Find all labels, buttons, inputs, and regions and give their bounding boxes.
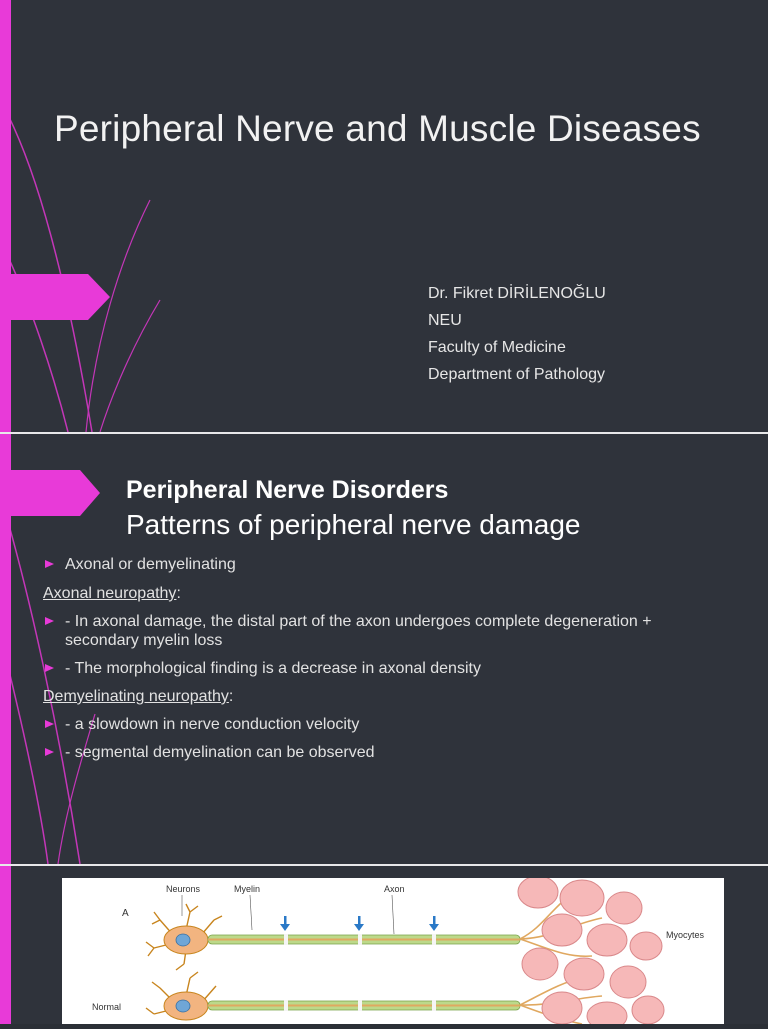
accent-arrow bbox=[0, 470, 110, 516]
demyelinating-heading: Demyelinating neuropathy: bbox=[43, 688, 234, 705]
list-item: - The morphological finding is a decrease in axonal density bbox=[43, 659, 743, 678]
slide-title: Peripheral Nerve and Muscle Diseases bbox=[54, 108, 701, 149]
accent-bar bbox=[0, 0, 11, 432]
axon-label: Axon bbox=[384, 884, 405, 894]
axonal-heading: Axonal neuropathy: bbox=[43, 585, 181, 602]
title-slide bbox=[0, 0, 768, 432]
author-name: Dr. Fikret DİRİLENOĞLU bbox=[428, 285, 606, 302]
list-item: - a slowdown in nerve conduction velocity bbox=[43, 715, 743, 734]
slide-body bbox=[43, 555, 743, 762]
department: Department of Pathology bbox=[428, 366, 605, 383]
nerve-diagram bbox=[62, 878, 724, 1024]
arrow-icon bbox=[280, 916, 439, 931]
accent-arrow bbox=[0, 274, 110, 320]
decorative-lines bbox=[0, 0, 768, 432]
list-item: - In axonal damage, the distal part of the axon undergoes complete degeneration + secondary myelin loss bbox=[43, 612, 743, 650]
nerve-diagram-svg bbox=[62, 878, 724, 1024]
accent-bar bbox=[0, 866, 11, 1024]
panel-label: A bbox=[122, 908, 129, 919]
section-heading: Peripheral Nerve Disorders bbox=[126, 476, 449, 504]
neurons-label: Neurons bbox=[166, 884, 201, 894]
myelin-label: Myelin bbox=[234, 884, 261, 894]
list-item: - segmental demyelination can be observed bbox=[43, 743, 743, 762]
author-info bbox=[428, 280, 606, 388]
institution: NEU bbox=[428, 312, 462, 329]
list-item: Axonal or demyelinating bbox=[43, 555, 743, 574]
myocytes-label: Myocytes bbox=[666, 930, 705, 940]
normal-label: Normal bbox=[92, 1002, 122, 1012]
section-subheading: Patterns of peripheral nerve damage bbox=[126, 509, 581, 540]
faculty: Faculty of Medicine bbox=[428, 339, 566, 356]
